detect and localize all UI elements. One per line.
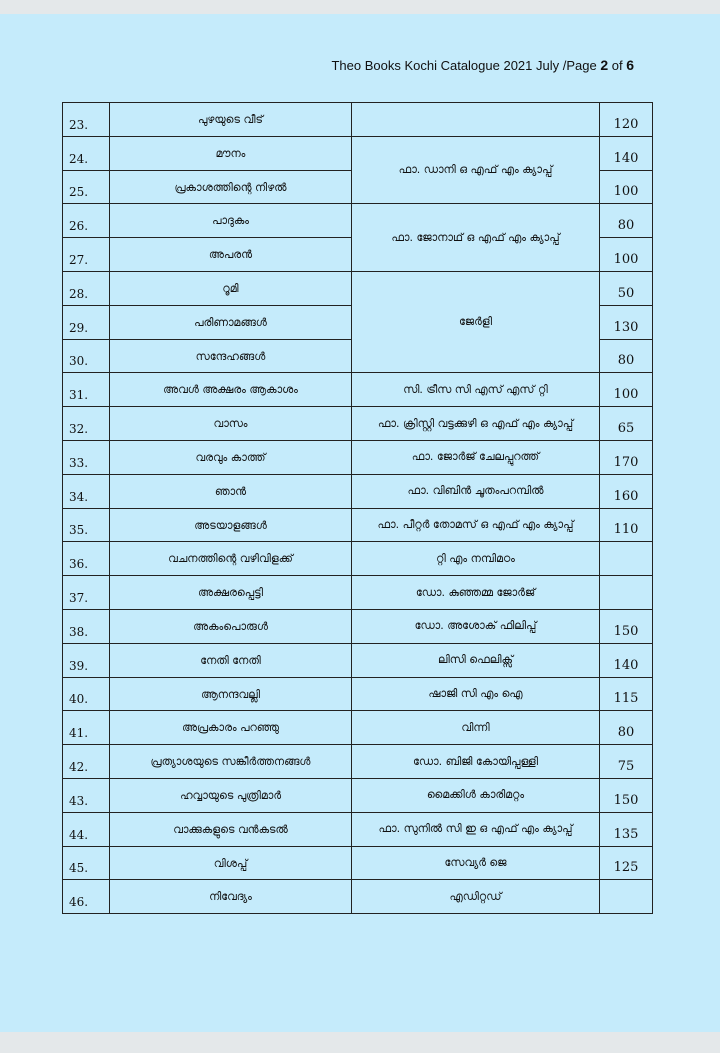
row-number: 28. [63, 271, 110, 305]
book-author: ഫാ. സുനിൽ സി ഇ ഒ എഫ് എം ക്യാപ്പ് [352, 812, 600, 846]
table-row [63, 407, 653, 441]
table-row [63, 204, 653, 238]
table-row [63, 474, 653, 508]
book-title: സന്ദേഹങ്ങൾ [110, 339, 352, 373]
book-price: 125 [600, 846, 653, 880]
book-price: 140 [600, 643, 653, 677]
row-number: 24. [63, 136, 110, 170]
book-title: നേതി നേതി [110, 643, 352, 677]
book-author: ഫാ. ക്രിസ്റ്റി വട്ടക്കുഴി ഒ എഫ് എം ക്യാപ്പ് [352, 407, 600, 441]
row-number: 45. [63, 846, 110, 880]
book-title: പരിണാമങ്ങൾ [110, 305, 352, 339]
book-title: പ്രകാശത്തിന്റെ നിഴൽ [110, 170, 352, 204]
table-row [63, 643, 653, 677]
book-price [600, 542, 653, 576]
book-price [600, 576, 653, 610]
row-number: 44. [63, 812, 110, 846]
book-title: വാസം [110, 407, 352, 441]
header-text: Theo Books Kochi Catalogue 2021 July /Page [331, 58, 601, 73]
book-author: വിന്നി [352, 711, 600, 745]
book-author: മൈക്കിൾ കാരിമറ്റം [352, 778, 600, 812]
row-number: 35. [63, 508, 110, 542]
book-title: റൂമി [110, 271, 352, 305]
book-title: ഞാൻ [110, 474, 352, 508]
table-row [63, 745, 653, 779]
row-number: 38. [63, 609, 110, 643]
book-price: 140 [600, 136, 653, 170]
book-title: മൗനം [110, 136, 352, 170]
book-title: അവൾ അക്ഷരം ആകാശം [110, 373, 352, 407]
book-title: വചനത്തിന്റെ വഴിവിളക്ക് [110, 542, 352, 576]
table-row [63, 373, 653, 407]
book-author: ഫാ. പീറ്റർ തോമസ് ഒ എഫ് എം ക്യാപ്പ് [352, 508, 600, 542]
table-row [63, 576, 653, 610]
book-title: ആനന്ദവല്ലി [110, 677, 352, 711]
page-total: 6 [626, 57, 634, 73]
book-author: ഡോ. കുഞ്ഞമ്മ ജോർജ് [352, 576, 600, 610]
book-price: 115 [600, 677, 653, 711]
table-row [63, 508, 653, 542]
book-price: 80 [600, 711, 653, 745]
book-title: പാദുകം [110, 204, 352, 238]
row-number: 29. [63, 305, 110, 339]
table-row [63, 440, 653, 474]
book-price: 135 [600, 812, 653, 846]
book-author: സി. ട്രീസ സി എസ് എസ് റ്റി [352, 373, 600, 407]
book-title: വിശപ്പ് [110, 846, 352, 880]
row-number: 39. [63, 643, 110, 677]
row-number: 42. [63, 745, 110, 779]
catalogue-table [62, 102, 653, 914]
book-author: ഫാ. ജോനാഥ് ഒ എഫ് എം ക്യാപ്പ് [352, 204, 600, 272]
book-price: 110 [600, 508, 653, 542]
row-number: 36. [63, 542, 110, 576]
row-number: 23. [63, 103, 110, 137]
book-author: ജേർളി [352, 271, 600, 372]
book-price: 65 [600, 407, 653, 441]
book-title: വരവും കാത്ത് [110, 440, 352, 474]
book-title: അപ്രകാരം പറഞ്ഞു [110, 711, 352, 745]
row-number: 37. [63, 576, 110, 610]
page-header [331, 57, 634, 73]
page-number: 2 [600, 57, 609, 73]
bottom-edge [0, 1032, 720, 1053]
book-price: 50 [600, 271, 653, 305]
book-price [600, 880, 653, 914]
table-row [63, 677, 653, 711]
book-author: ഡോ. ബിജി കോയിപ്പള്ളി [352, 745, 600, 779]
book-author: ഷാജി സി എം ഐ [352, 677, 600, 711]
table-row [63, 271, 653, 305]
book-price: 100 [600, 238, 653, 272]
book-price: 130 [600, 305, 653, 339]
book-price: 120 [600, 103, 653, 137]
table-row [63, 103, 653, 137]
book-title: അക്ഷരപ്പെട്ടി [110, 576, 352, 610]
row-number: 30. [63, 339, 110, 373]
row-number: 32. [63, 407, 110, 441]
table-row [63, 609, 653, 643]
book-author: റ്റി എം നമ്പിമഠം [352, 542, 600, 576]
book-author: ഫാ. ഡാനി ഒ എഫ് എം ക്യാപ്പ് [352, 136, 600, 204]
book-title: അകംപൊരുൾ [110, 609, 352, 643]
book-price: 100 [600, 373, 653, 407]
book-author [352, 103, 600, 137]
book-title: പുഴയുടെ വീട് [110, 103, 352, 137]
row-number: 41. [63, 711, 110, 745]
book-author: ഡോ. അശോക് ഫിലിപ്പ് [352, 609, 600, 643]
table-row [63, 711, 653, 745]
book-author: ലിസി ഫെലിക്സ് [352, 643, 600, 677]
book-author: ഫാ. ജോർജ് ചേലപ്പുറത്ത് [352, 440, 600, 474]
row-number: 40. [63, 677, 110, 711]
table-row [63, 812, 653, 846]
row-number: 34. [63, 474, 110, 508]
book-price: 150 [600, 609, 653, 643]
book-price: 80 [600, 204, 653, 238]
book-price: 170 [600, 440, 653, 474]
table-row [63, 846, 653, 880]
row-number: 25. [63, 170, 110, 204]
book-author: ഫാ. വിബിൻ ചൂതംപറമ്പിൽ [352, 474, 600, 508]
table-row [63, 136, 653, 170]
book-price: 150 [600, 778, 653, 812]
top-edge [0, 0, 720, 14]
book-title: നിവേദ്യം [110, 880, 352, 914]
row-number: 26. [63, 204, 110, 238]
book-price: 80 [600, 339, 653, 373]
row-number: 31. [63, 373, 110, 407]
book-author: എഡിറ്റഡ് [352, 880, 600, 914]
book-author: സേവ്യർ ജെ [352, 846, 600, 880]
book-price: 75 [600, 745, 653, 779]
book-title: പ്രത്യാശയുടെ സങ്കീർത്തനങ്ങൾ [110, 745, 352, 779]
book-title: അപരൻ [110, 238, 352, 272]
row-number: 33. [63, 440, 110, 474]
book-title: അടയാളങ്ങൾ [110, 508, 352, 542]
row-number: 27. [63, 238, 110, 272]
book-title: വാക്കുകളുടെ വൻകടൽ [110, 812, 352, 846]
table-row [63, 542, 653, 576]
row-number: 43. [63, 778, 110, 812]
book-price: 160 [600, 474, 653, 508]
row-number: 46. [63, 880, 110, 914]
book-price: 100 [600, 170, 653, 204]
book-title: ഹവ്വായുടെ പുത്രിമാർ [110, 778, 352, 812]
header-of: of [611, 58, 623, 73]
table-row [63, 880, 653, 914]
table-row [63, 778, 653, 812]
